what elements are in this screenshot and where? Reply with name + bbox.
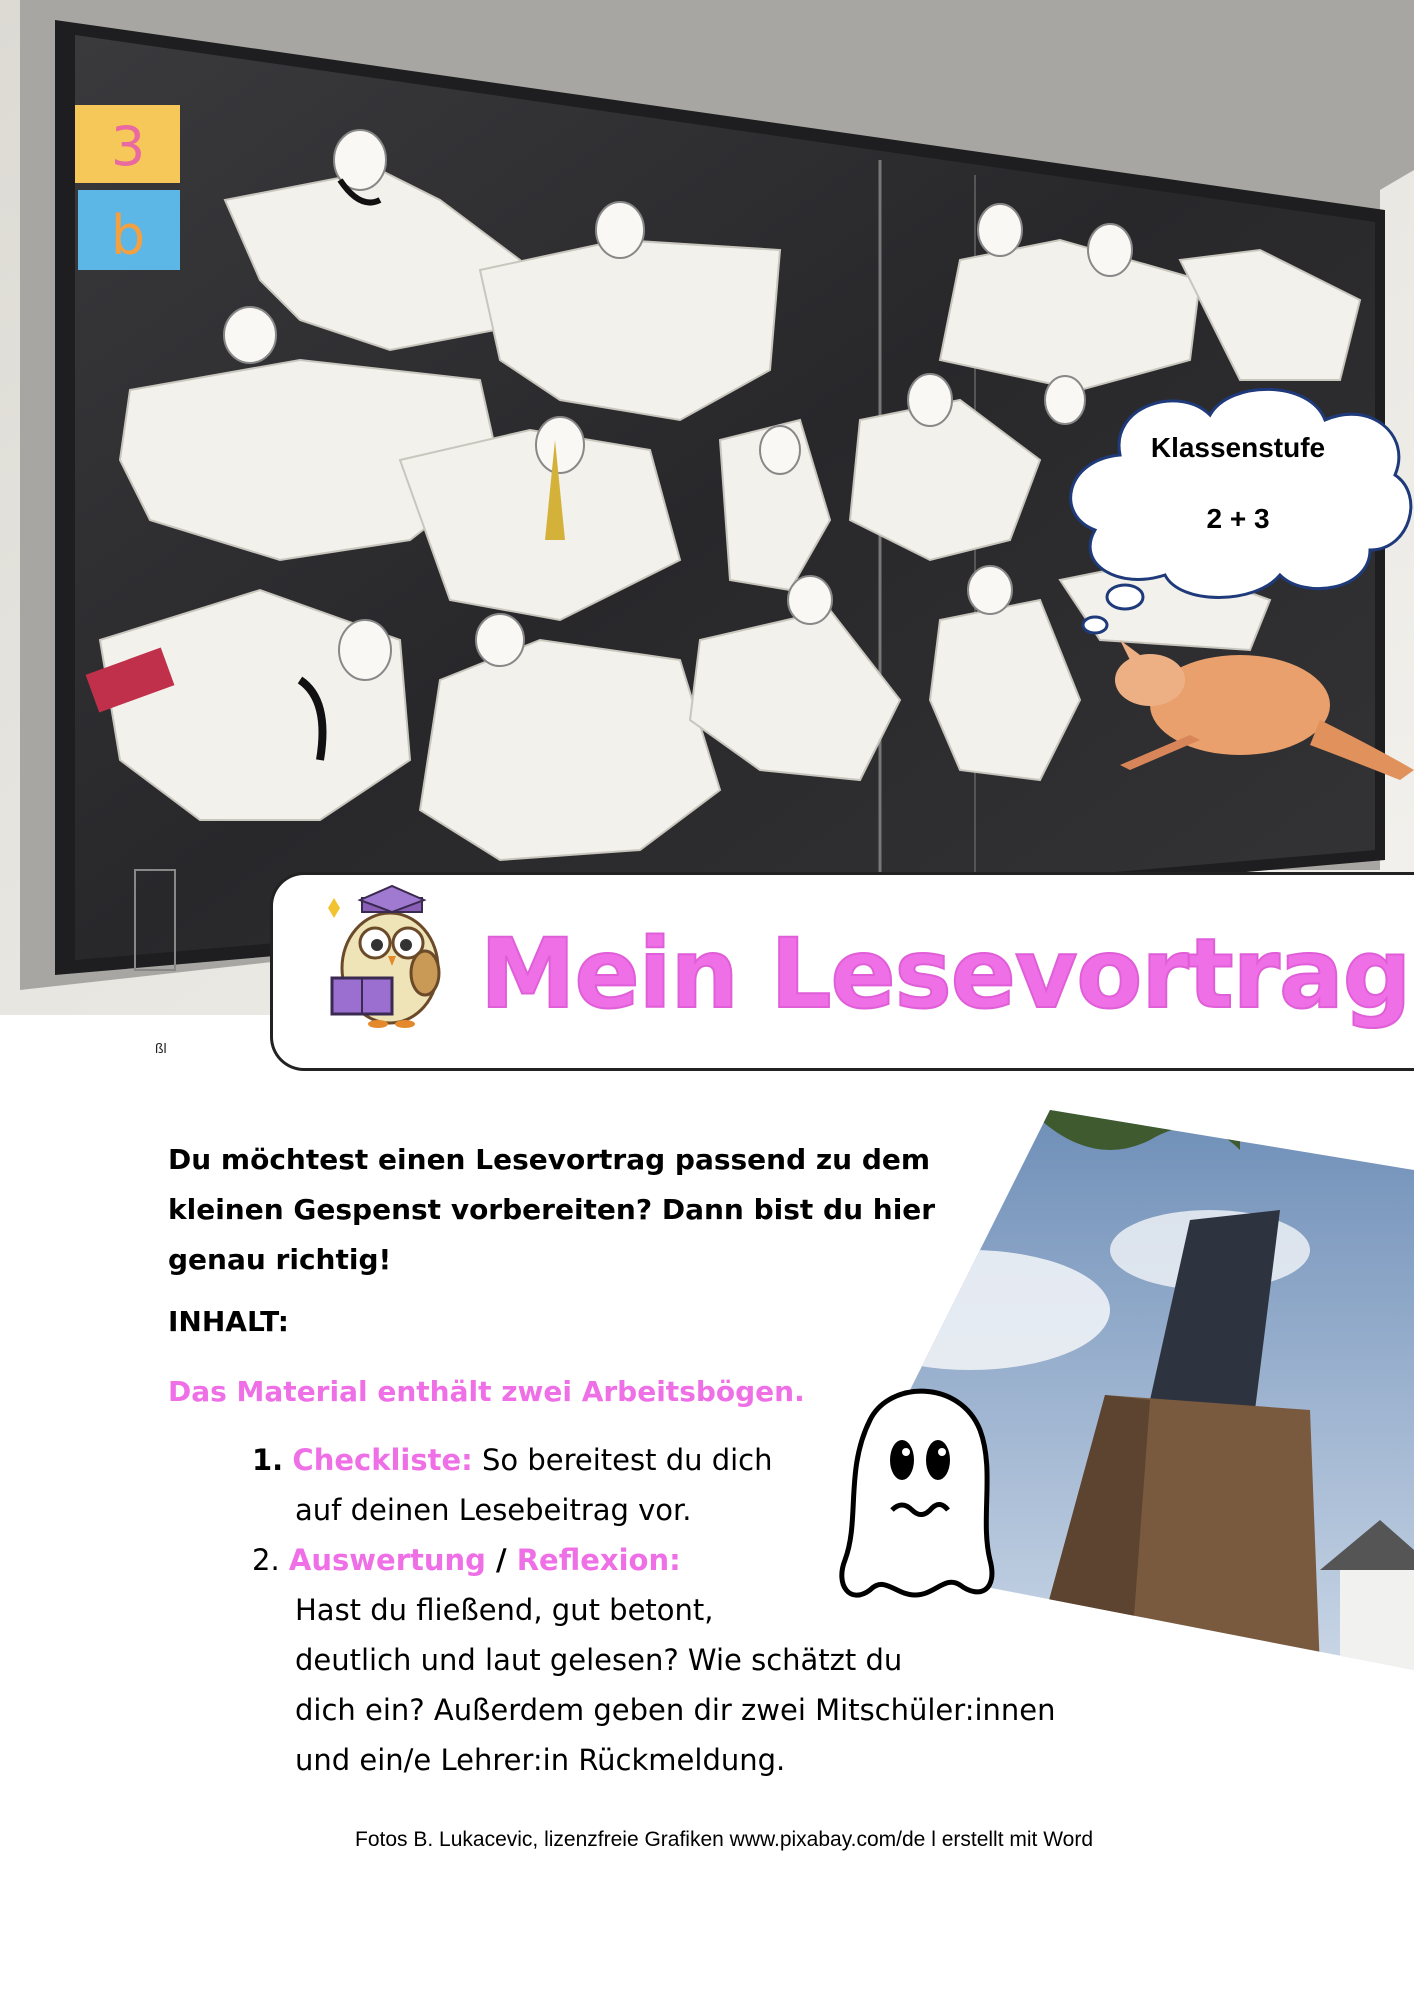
svg-text:3: 3 (110, 115, 146, 178)
list-number: 1. (252, 1443, 284, 1477)
material-note: Das Material enthält zwei Arbeitsbögen. (168, 1375, 805, 1408)
owl-reading-icon (310, 878, 450, 1028)
list-text: auf deinen Lesebeitrag vor. (295, 1493, 692, 1527)
list-item-checklist (252, 1435, 872, 1535)
contents-heading: INHALT: (168, 1305, 289, 1338)
list-text: Hast du fließend, gut betont, (295, 1593, 714, 1627)
cloud-grades: 2 + 3 (1206, 503, 1270, 534)
list-label: Checkliste: (292, 1443, 473, 1477)
svg-text:b: b (110, 204, 146, 267)
list-item-evaluation (252, 1535, 1152, 1785)
list-label: Reflexion: (516, 1543, 681, 1577)
list-text: und ein/e Lehrer:in Rückmeldung. (295, 1743, 786, 1777)
list-separator: / (485, 1543, 517, 1577)
list-text: deutlich und laut gelesen? Wie schätzt du (295, 1643, 903, 1677)
list-text: So bereitest du dich (472, 1443, 773, 1477)
list-number: 2. (252, 1543, 280, 1577)
intro-text: Du möchtest einen Lesevortrag passend zu dem kleinen Gespenst vorbereiten? Dann bist du hier genau richtig! (168, 1143, 936, 1276)
list-label: Auswertung (288, 1543, 486, 1577)
list-text: dich ein? Außerdem geben dir zwei Mitschüler:innen (295, 1693, 1056, 1727)
cloud-title: Klassenstufe (1150, 432, 1326, 463)
page-title: Mein Lesevortrag (480, 918, 1411, 1030)
author-initials: ßl (155, 1040, 167, 1056)
credits-footer: Fotos B. Lukacevic, lizenzfreie Grafiken www.pixabay.com/de l erstellt mit Word (355, 1828, 1093, 1851)
